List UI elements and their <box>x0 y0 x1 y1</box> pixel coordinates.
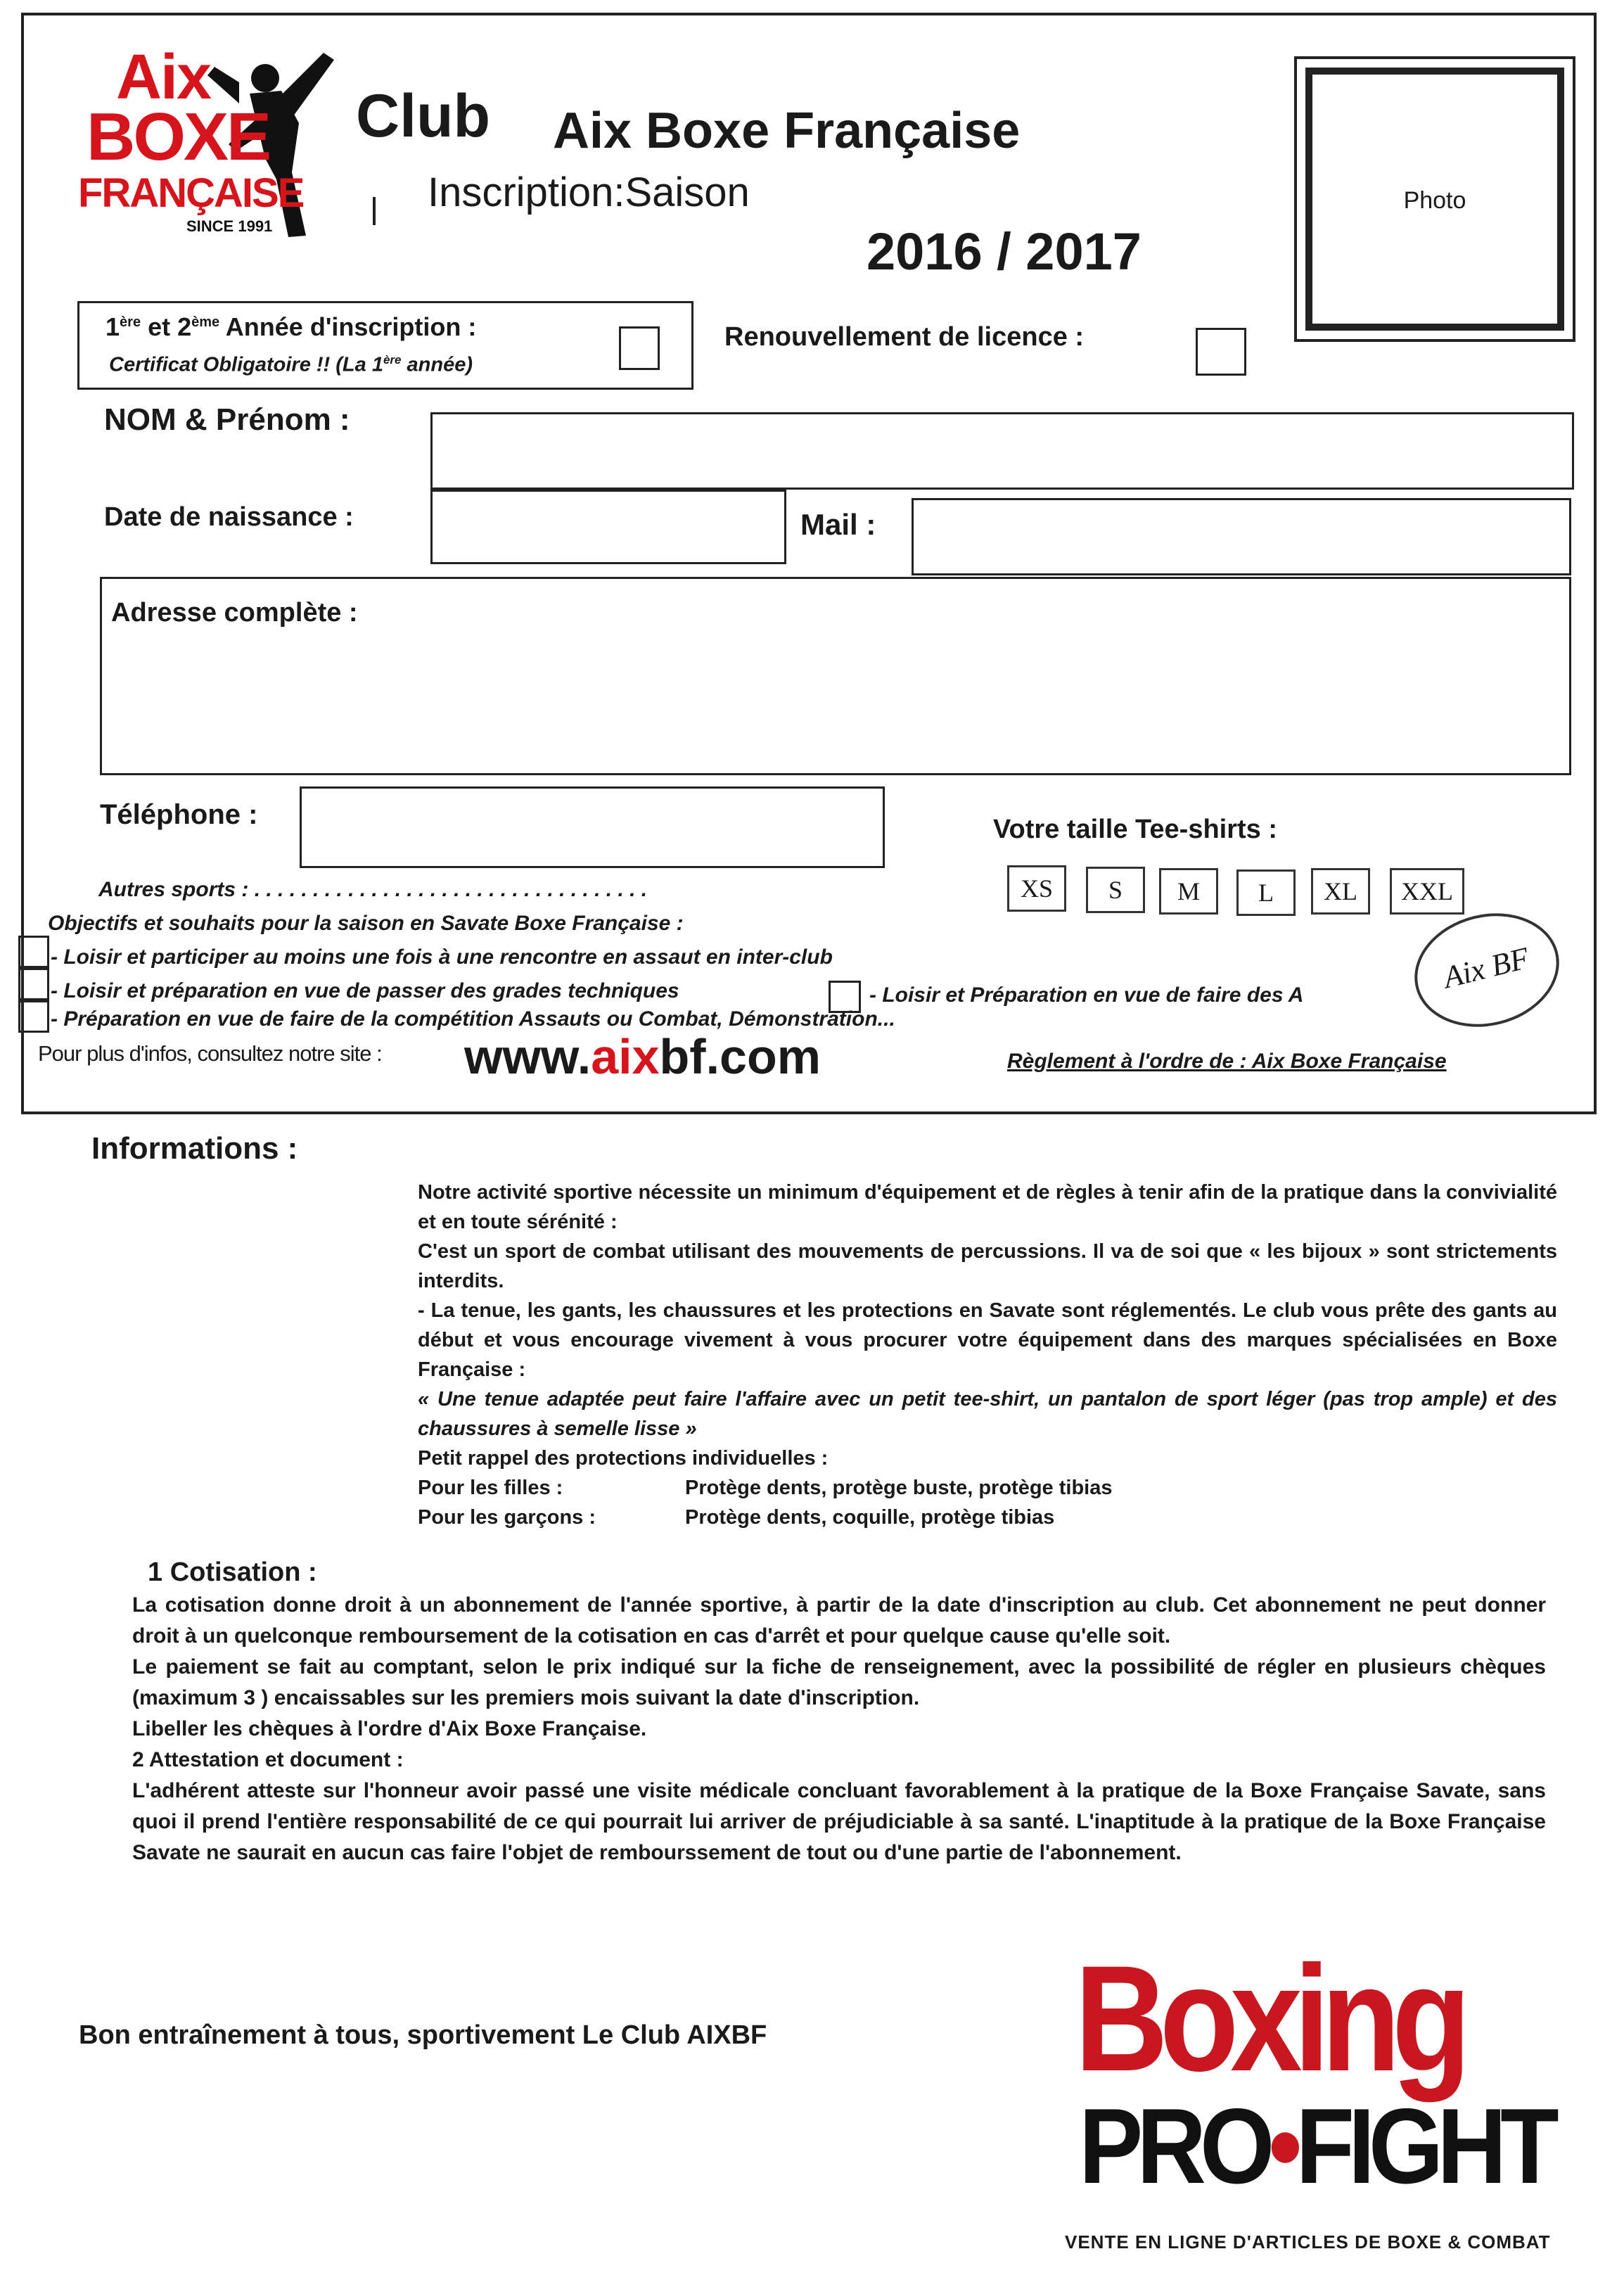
size-xs-option[interactable]: XS <box>1007 865 1066 912</box>
informations-body <box>418 1178 1557 1532</box>
girls-label: Pour les filles : <box>418 1477 563 1499</box>
renewal-checkbox[interactable] <box>1196 328 1246 376</box>
phone-input[interactable] <box>300 786 885 868</box>
mail-label: Mail : <box>800 508 876 541</box>
renewal-label: Renouvellement de licence : <box>724 322 1085 352</box>
objective-3-label: - Préparation en vue de faire de la compétition Assauts ou Combat, Démonstration... <box>51 1007 895 1031</box>
size-xl-option[interactable]: XL <box>1311 868 1370 915</box>
closing-line: Bon entraînement à tous, sportivement Le Club AIXBF <box>79 2020 767 2050</box>
cotisation-paragraph-2: Le paiement se fait au comptant, selon le prix indiqué sur la fiche de renseignement, avec la possibilité de régler en plusieurs chèques (maximum 3 ) encaissables sur les premiers mois suivant la date d'inscription. <box>132 1655 1546 1709</box>
stamp-text: Aix BF <box>1440 940 1533 995</box>
info-paragraph-4: « Une tenue adaptée peut faire l'affaire avec un petit tee-shirt, un pantalon de sport léger (pas trop ample) et des chaussures à semelle lisse » <box>418 1388 1557 1440</box>
photo-label: Photo <box>1403 187 1466 214</box>
website-link[interactable]: www.aixbf.com <box>464 1029 821 1084</box>
girls-value: Protège dents, protège buste, protège tibias <box>685 1477 1113 1499</box>
objective-1-checkbox[interactable] <box>18 936 49 968</box>
objectives-title: Objectifs et souhaits pour la saison en Savate Boxe Française : <box>48 912 684 935</box>
informations-title: Informations : <box>91 1131 298 1166</box>
objective-2b-label: - Loisir et Préparation en vue de faire des A <box>869 983 1304 1007</box>
title-cursor-mark <box>373 197 376 225</box>
objective-3-checkbox[interactable] <box>18 1000 49 1033</box>
name-label: NOM & Prénom : <box>104 402 350 437</box>
birth-label: Date de naissance : <box>104 502 354 532</box>
cotisation-paragraph-1: La cotisation donne droit à un abonnement de l'année sportive, à partir de la date d'inscription au club. Cet abonnement ne peut donner droit à un quelconque remboursement de la cotisation en cas d'arrêt et pour quelque cause qu'elle soit. <box>132 1593 1546 1648</box>
attestation-paragraph: L'adhérent atteste sur l'honneur avoir passé une visite médicale concluant favorablement à la pratique de la Boxe Française Savate, sans quoi il prend l'entière responsabilité de ce qui pourrait lui arriver de préjudiciable à sa santé. L'inaptitude à la pratique de la Boxe Française Savate ne saurait en aucun cas faire l'objet de rembourssement de tout ou d'une partie de l'abonnement. <box>132 1779 1546 1864</box>
club-word: Club <box>356 82 491 150</box>
photo-box[interactable] <box>1294 56 1575 342</box>
club-logo <box>74 39 341 250</box>
logo-boxe: BOXE <box>87 99 270 174</box>
cotisation-paragraph-3: Libeller les chèques à l'ordre d'Aix Boxe Française. <box>132 1717 647 1740</box>
mail-input[interactable] <box>912 498 1571 575</box>
cotisation-body <box>132 1590 1546 1868</box>
boxing-profight-ad <box>1055 1935 1553 2279</box>
objective-1-label: - Loisir et participer au moins une fois à une rencontre en assaut en inter-club <box>51 945 833 969</box>
info-paragraph-2: C'est un sport de combat utilisant des mouvements de percussions. Il va de soi que « les bijoux » sont strictements interdits. <box>418 1240 1557 1292</box>
size-s-option[interactable]: S <box>1086 867 1145 913</box>
objective-2-label: - Loisir et préparation en vue de passer des grades techniques <box>51 979 679 1002</box>
objective-2-checkbox[interactable] <box>18 968 49 1000</box>
other-sports-line: Autres sports : . . . . . . . . . . . . . . . . . . . . . . . . . . . . . . . . . . <box>98 878 648 901</box>
ad-tagline: VENTE EN LIGNE D'ARTICLES DE BOXE & COMBAT <box>1065 2231 1551 2253</box>
first-year-checkbox[interactable] <box>619 326 660 370</box>
season-label: 2016 / 2017 <box>867 222 1142 281</box>
boys-value: Protège dents, coquille, protège tibias <box>685 1506 1055 1529</box>
ad-profight: PRO•FIGHT <box>1079 2087 1553 2206</box>
attestation-title: 2 Attestation et document : <box>132 1748 404 1771</box>
boys-label: Pour les garçons : <box>418 1506 596 1529</box>
first-year-label: 1ère et 2ème Année d'inscription : <box>106 312 477 341</box>
more-info-label: Pour plus d'infos, consultez notre site : <box>38 1041 382 1066</box>
size-m-option[interactable]: M <box>1159 868 1218 915</box>
info-paragraph-3: - La tenue, les gants, les chaussures et les protections en Savate sont réglementés. Le club vous prête des gants au début et vous encourage vivement à vous procurer votre équipement dans des marques spécialisées en Boxe Française : <box>418 1299 1557 1381</box>
payment-order: Règlement à l'ordre de : Aix Boxe Française <box>1007 1050 1447 1073</box>
tshirt-label: Votre taille Tee-shirts : <box>993 815 1278 844</box>
info-paragraph-5: Petit rappel des protections individuelles : <box>418 1447 829 1470</box>
boys-row <box>418 1503 1557 1532</box>
info-paragraph-1: Notre activité sportive nécessite un minimum d'équipement et de règles à tenir afin de la pratique dans la convivialité et en toute sérénité : <box>418 1181 1557 1233</box>
club-name: Aix Boxe Française <box>553 103 1021 159</box>
size-xxl-option[interactable]: XXL <box>1390 868 1464 915</box>
name-input[interactable] <box>430 412 1574 490</box>
inscription-label: Inscription:Saison <box>428 170 750 215</box>
logo-since: SINCE 1991 <box>186 217 273 235</box>
cotisation-title: 1 Cotisation : <box>148 1557 317 1587</box>
first-year-note: Certificat Obligatoire !! (La 1ère année) <box>109 353 473 376</box>
logo-aix: Aix <box>116 42 211 113</box>
phone-label: Téléphone : <box>100 799 258 830</box>
size-l-option[interactable]: L <box>1236 869 1296 916</box>
girls-row <box>418 1473 1557 1503</box>
address-label: Adresse complète : <box>111 598 358 628</box>
birth-date-input[interactable] <box>430 490 786 564</box>
ad-boxing-title: Boxing <box>1075 1935 1463 2103</box>
logo-francaise: FRANÇAISE <box>78 170 304 216</box>
